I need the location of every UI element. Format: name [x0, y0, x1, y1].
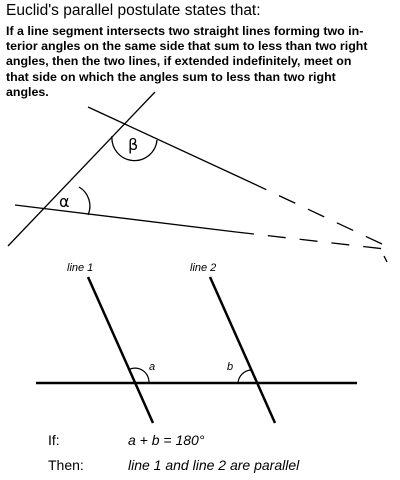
lower-line-tail-dash	[384, 256, 387, 262]
if-condition: a + b = 180°	[128, 432, 205, 448]
postulate-statement: If a line segment intersects two straight lines forming two in- terior angles on the same side that sum to less than two right angles, then the two lines, if extended indefinitely, meet on that side on which the angles sum to less than two right angles.	[6, 24, 368, 99]
if-label: If:	[48, 432, 60, 448]
line-2	[210, 277, 275, 423]
angle-b-label: b	[227, 361, 234, 373]
line-1	[88, 277, 156, 423]
angle-a-label: a	[149, 361, 156, 373]
then-label: Then:	[48, 457, 84, 473]
line-1-label: line 1	[67, 262, 94, 274]
upper-line-dashed	[250, 182, 382, 244]
angle-beta-label: β	[128, 135, 139, 154]
page-title: Euclid's parallel postulate states that:	[6, 2, 261, 19]
parallel-lines-diagram	[36, 277, 357, 423]
angle-alpha-label: α	[59, 192, 70, 211]
line-2-label: line 2	[190, 262, 217, 274]
transversal-line	[8, 92, 155, 246]
converging-lines-diagram	[8, 92, 387, 262]
angle-b-arc	[238, 370, 251, 383]
angle-alpha-arc	[79, 187, 90, 215]
then-conclusion: line 1 and line 2 are parallel	[128, 457, 300, 473]
lower-line-solid	[15, 205, 236, 232]
lower-line-dashed	[236, 232, 385, 249]
